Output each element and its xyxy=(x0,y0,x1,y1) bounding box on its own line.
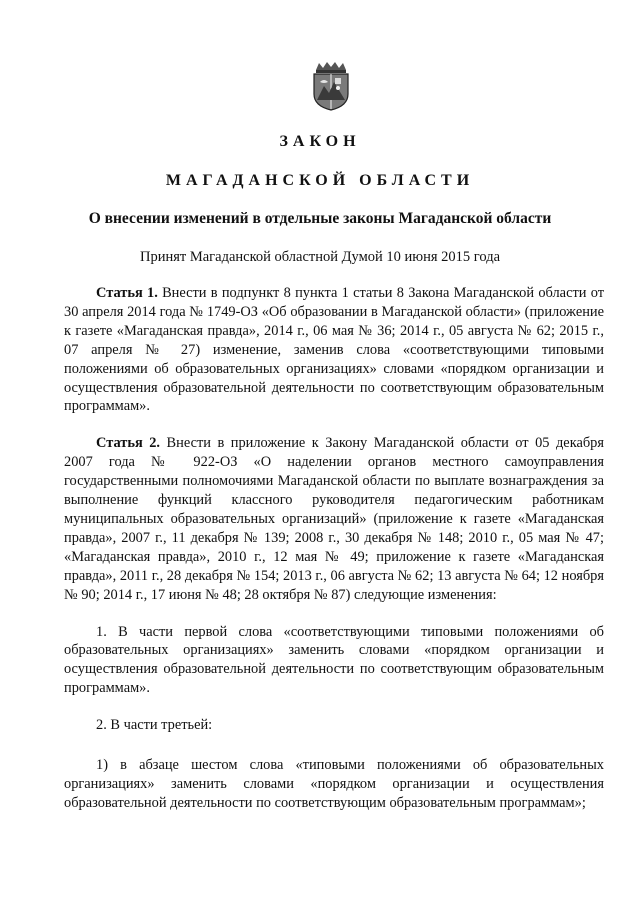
amendment-subitem-1: 1) в абзаце шестом слова «типовыми положениями об образовательных организациях» заменить словами «порядком организации и осуществления образовательной деятельности по соответствующим образовательным программам»; xyxy=(64,757,604,811)
magadan-coat-of-arms-icon xyxy=(308,60,354,112)
law-title: ЗАКОН xyxy=(279,133,361,150)
law-subject-heading: О внесении изменений в отдельные законы Магаданской области xyxy=(88,210,552,227)
article-1-text: Внести в подпункт 8 пункта 1 статьи 8 Закона Магаданской области от 30 апреля 2014 года № 1749-ОЗ «Об образовании в Магаданской области» (приложение к газете «Магаданская правда», 2014 г., 06 мая № 36; 2014 г., 05 августа № 62; 2015 г., 07 апреля № 27) изменение, заменив слова «соответствующими типовыми положениями об образовательных организациях» словами «порядком организации и осуществления образовательной деятельности по соответствующим образовательным программам». xyxy=(64,285,605,415)
adoption-line: Принят Магаданской областной Думой 10 июня 2015 года xyxy=(139,249,501,265)
region-title: МАГАДАНСКОЙ ОБЛАСТИ xyxy=(165,172,475,189)
article-2-label: Статья 2. xyxy=(96,435,161,452)
article-2-text: Внести в приложение к Закону Магаданской области от 05 декабря 2007 года № 922-ОЗ «О наделении органов местного самоуправления государственными полномочиями Магаданской области по выплате вознаграждения за выполнение функций классного руководителя педагогическим работникам муниципальных образовательных организаций» (приложение к газете «Магаданская правда», 2007 г., 11 декабря № 139; 2008 г., 30 декабря № 148; 2010 г., 05 мая № 47; «Магаданская правда», 2010 г., 12 мая № 49; приложение к газете «Магаданская правда», 2011 г., 28 декабря № 154; 2013 г., 06 августа № 62; 13 августа № 64; 12 ноября № 90; 2014 г., 17 июня № 48; 28 октября № 87) следующие изменения: xyxy=(64,435,604,603)
law-body xyxy=(64,284,604,813)
amendment-item-1: 1. В части первой слова «соответствующими типовыми положениями об образовательных организациях» заменить словами «порядком организации и осуществления образовательной деятельности по соответствующим образовательным программам». xyxy=(64,623,604,697)
amendment-item-2: 2. В части третьей: xyxy=(96,717,213,734)
article-1-label: Статья 1. xyxy=(96,285,158,301)
article-2-paragraph xyxy=(64,434,604,604)
article-1-paragraph xyxy=(64,284,604,416)
